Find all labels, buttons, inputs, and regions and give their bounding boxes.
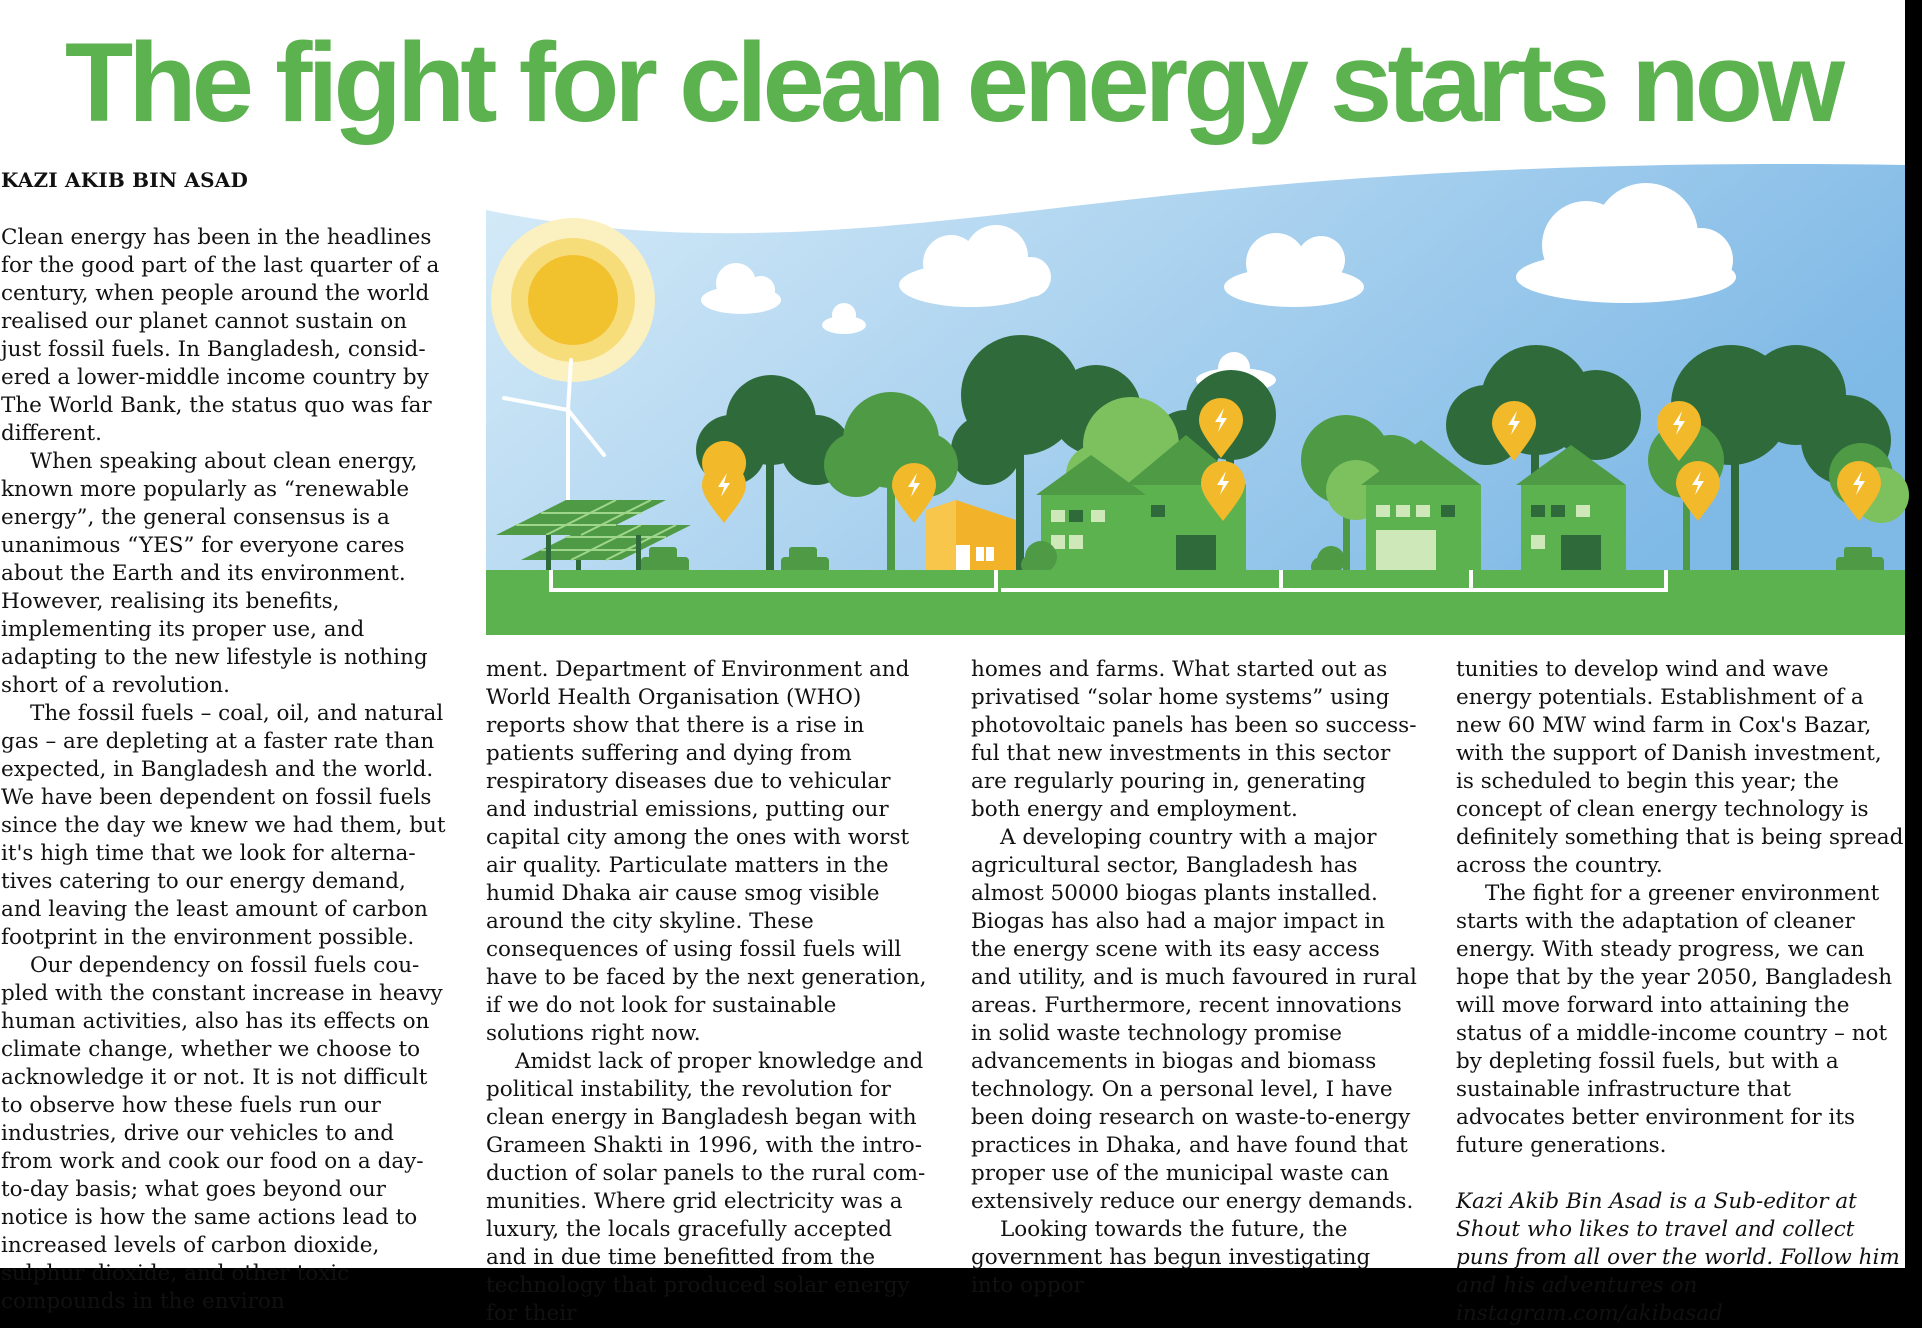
paragraph: When speaking about clean energy, known more popularly as “renewable energy”, the general consensus is a unanimous “YES” for everyone cares about the Earth and its environment. However, realising its benefits, implementing its proper use, and adapting to the new lifestyle is nothing short of a revolution. (1, 449, 428, 698)
paragraph: The fossil fuels – coal, oil, and natural gas – are depleting at a faster rate than expected, in Bangladesh and the world. We have been dependent on fossil fuels since the day we knew we had them, but it's high time that we look for alternatives catering to our energy demand, and leaving the least amount of carbon footprint in the environment possible. (1, 701, 446, 950)
green-town-illustration-icon (486, 165, 1905, 635)
paragraph: Amidst lack of proper knowledge and political instability, the revolution for clean energy in Bangladesh began with Grameen Shakti in 1996, with the introduction of solar panels to the rural communities. Where grid electricity was a luxury, the locals gracefully accepted and in due time benefitted from the technology that produced solar energy for their (486, 1049, 926, 1326)
article-column-2 (486, 656, 932, 1328)
article-column-4 (1456, 656, 1905, 1328)
headline: The fight for clean energy starts now (64, 20, 1841, 145)
paragraph: Looking towards the future, the government has begun investigating into oppor (971, 1217, 1371, 1298)
paragraph: tunities to develop wind and wave energy potentials. Establishment of a new 60 MW wind farm in Cox's Bazar, with the support of Danish investment, is scheduled to begin this year; the concept of clean energy technology is definitely something that is being spread across the country. (1456, 657, 1904, 878)
paragraph: Our dependency on fossil fuels coupled with the constant increase in heavy human activities, also has its effects on climate change, whether we choose to acknowledge it or not. It is not difficult to observe how these fuels run our industries, drive our vehicles to and from work and cook our food on a day-to-day basis; what goes beyond our notice is how the same actions lead to increased levels of carbon dioxide, sulphur dioxide, and other toxic compounds in the environ (1, 953, 443, 1314)
paragraph: ment. Department of Environment and World Health Organisation (WHO) reports show that there is a rise in patients suffering and dying from respiratory diseases due to vehicular and industrial emissions, putting our capital city among the ones with worst air quality. Particulate matters in the humid Dhaka air cause smog visible around the city skyline. These consequences of using fossil fuels will have to be faced by the next generation, if we do not look for sustainable solutions right now. (486, 657, 927, 1046)
article-column-3 (971, 656, 1417, 1300)
clean-energy-illustration (486, 165, 1905, 635)
article-column-1 (1, 224, 446, 1316)
paragraph: homes and farms. What started out as privatised “solar home systems” using photovoltaic panels has been so successful that new investments in this sector are regularly pouring in, generating both energy and employment. (971, 657, 1417, 822)
paragraph: Clean energy has been in the headlines for the good part of the last quarter of a century, when people around the world realised our planet cannot sustain on just fossil fuels. In Bangladesh, considered a lower-middle income country by The World Bank, the status quo was far different. (1, 225, 440, 446)
paragraph: The fight for a greener environment starts with the adaptation of cleaner energy. With steady progress, we can hope that by the year 2050, Bangladesh will move forward into attaining the status of a middle-income country – not by depleting fossil fuels, but with a sustainable infrastructure that advocates better environment for its future generations. (1456, 881, 1893, 1158)
author-bio: Kazi Akib Bin Asad is a Sub-editor at Shout who likes to travel and collect puns from all over the world. Follow him and his adventures on instagram.com/akibasad (1456, 1189, 1900, 1326)
byline: KAZI AKIB BIN ASAD (1, 168, 249, 192)
paragraph: A developing country with a major agricultural sector, Bangladesh has almost 50000 biogas plants installed. Biogas has also had a major impact in the energy scene with its easy access and utility, and is much favoured in rural areas. Furthermore, recent innovations in solid waste technology promise advancements in biogas and biomass technology. On a personal level, I have been doing research on waste-to-energy practices in Dhaka, and have found that proper use of the municipal waste can extensively reduce our energy demands. (971, 825, 1417, 1214)
